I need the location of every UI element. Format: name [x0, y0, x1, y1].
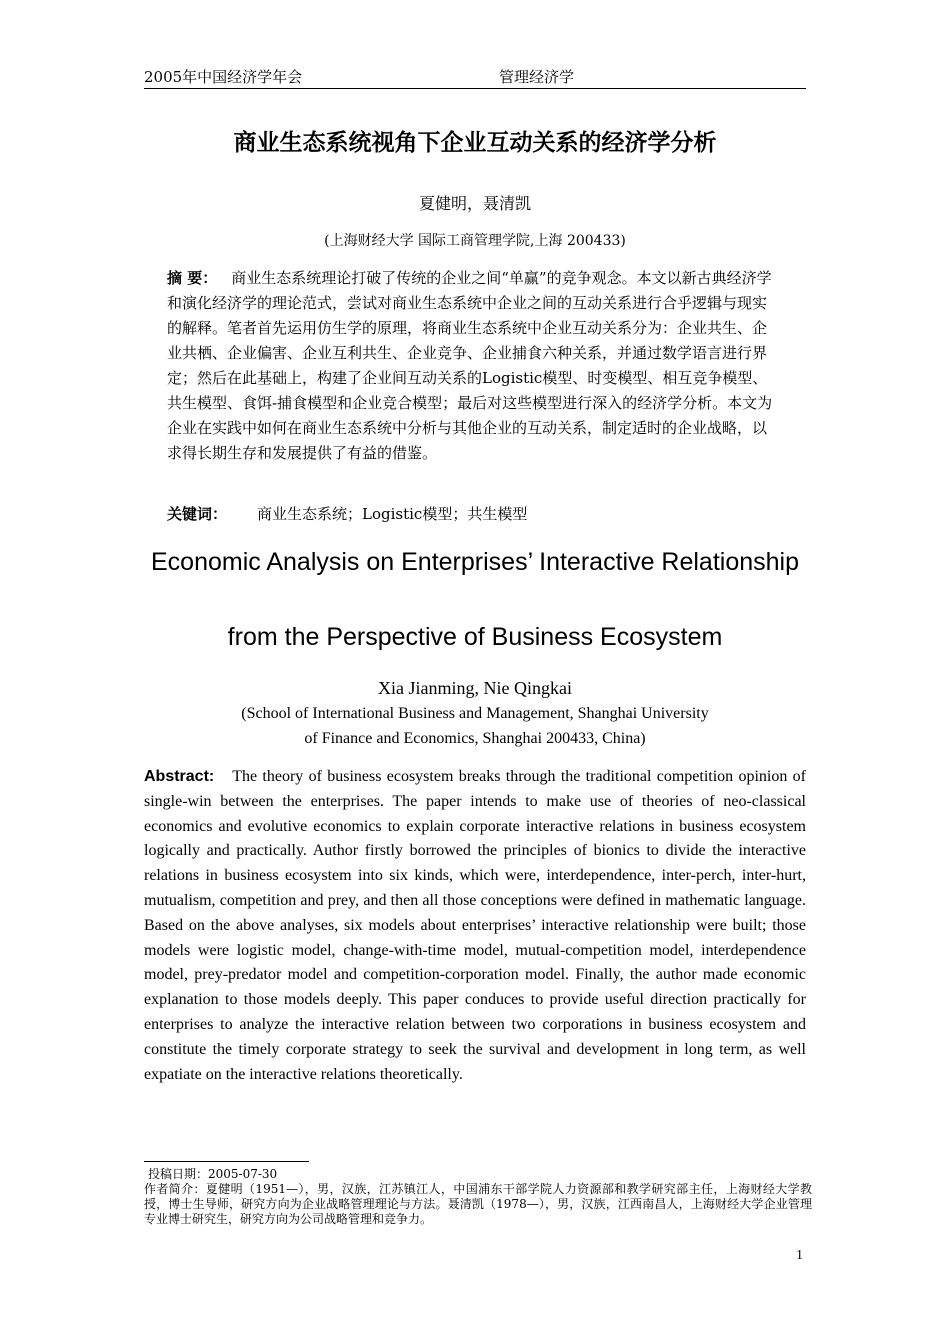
header-rule: [144, 88, 806, 89]
english-title-line1: Economic Analysis on Enterprises’ Interactive Relationship: [151, 548, 799, 576]
chinese-abstract: [167, 266, 779, 466]
chinese-keywords: [167, 503, 527, 524]
footnote-rule: [144, 1161, 309, 1162]
english-abstract-label: Abstract:: [144, 768, 215, 785]
chinese-keywords-text: 商业生态系统；Logistic模型；共生模型: [257, 505, 528, 523]
chinese-title: 商业生态系统视角下企业互动关系的经济学分析: [233, 130, 717, 156]
english-abstract: [144, 765, 806, 1087]
chinese-keywords-label: 关键词：: [167, 505, 228, 523]
chinese-abstract-label: 摘 要：: [167, 269, 218, 287]
page-number: 1: [796, 1248, 803, 1263]
header-conference: 2005年中国经济学年会: [144, 68, 303, 86]
english-title-line2: from the Perspective of Business Ecosystem: [227, 623, 723, 651]
chinese-abstract-text: 商业生态系统理论打破了传统的企业之间“单赢”的竞争观念。本文以新古典经济学和演化经济学的理论范式，尝试对商业生态系统中企业之间的互动关系进行合乎逻辑与现实的解释。笔者首先运用仿生学的原理，将商业生态系统中企业互动关系分为：企业共生、企业共栖、企业偏害、企业互利共生、企业竞争、企业捕食六种关系，并通过数学语言进行界定；然后在此基础上，构建了企业间互动关系的Logistic模型、时变模型、相互竞争模型、共生模型、食饵-捕食模型和企业竞合模型；最后对这些模型进行深入的经济学分析。本文为企业在实践中如何在商业生态系统中分析与其他企业的互动关系，制定适时的企业战略，以求得长期生存和发展提供了有益的借鉴。: [167, 269, 773, 462]
chinese-authors: 夏健明，聂清凯: [418, 194, 531, 213]
footnote-bio: 作者简介：夏健明（1951—），男，汉族，江苏镇江人，中国浦东干部学院人力资源部和教学研究部主任，上海财经大学教授，博士生导师，研究方向为企业战略管理理论与方法。聂清凯（1978—），男，汉族，江西南昌人，上海财经大学企业管理专业博士研究生，研究方向为公司战略管理和竞争力。: [144, 1182, 812, 1226]
english-authors: Xia Jianming, Nie Qingkai: [378, 678, 572, 698]
english-abstract-text: The theory of business ecosystem breaks through the traditional competition opinion of single-win between the enterprises. The paper intends to make use of theories of neo-classical economics and evolutive economics to explain corporate interactive relations in business ecosystem logically and practically. Author firstly borrowed the principles of bionics to divide the interactive relations in business ecosystem into six kinds, which were, interdependence, inter-perch, inter-hurt, mutualism, competition and prey, and then all those conceptions were defined in mathematic language. Based on the above analyses, six models about enterprises’ interactive relationship were built; those models were logistic model, change-with-time model, mutual-competition model, interdependence model, prey-predator model and competition-corporation model. Finally, the author made economic explanation to those models deeply. This paper conduces to provide useful direction practically for enterprises to analyze the interactive relation between two corporations in business ecosystem and constitute the timely corporate strategy to seek the survival and development in long term, as well expatiate on the interactive relations theoretically.: [144, 768, 806, 1083]
footnote: [144, 1167, 812, 1227]
english-affiliation-line1: (School of International Business and Management, Shanghai University: [241, 705, 709, 722]
english-affiliation-line2: of Finance and Economics, Shanghai 200433, China): [304, 730, 646, 747]
chinese-affiliation: (上海财经大学 国际工商管理学院,上海 200433): [324, 233, 626, 249]
header-section: 管理经济学: [499, 68, 575, 86]
footnote-received: 投稿日期：2005-07-30: [148, 1167, 278, 1181]
